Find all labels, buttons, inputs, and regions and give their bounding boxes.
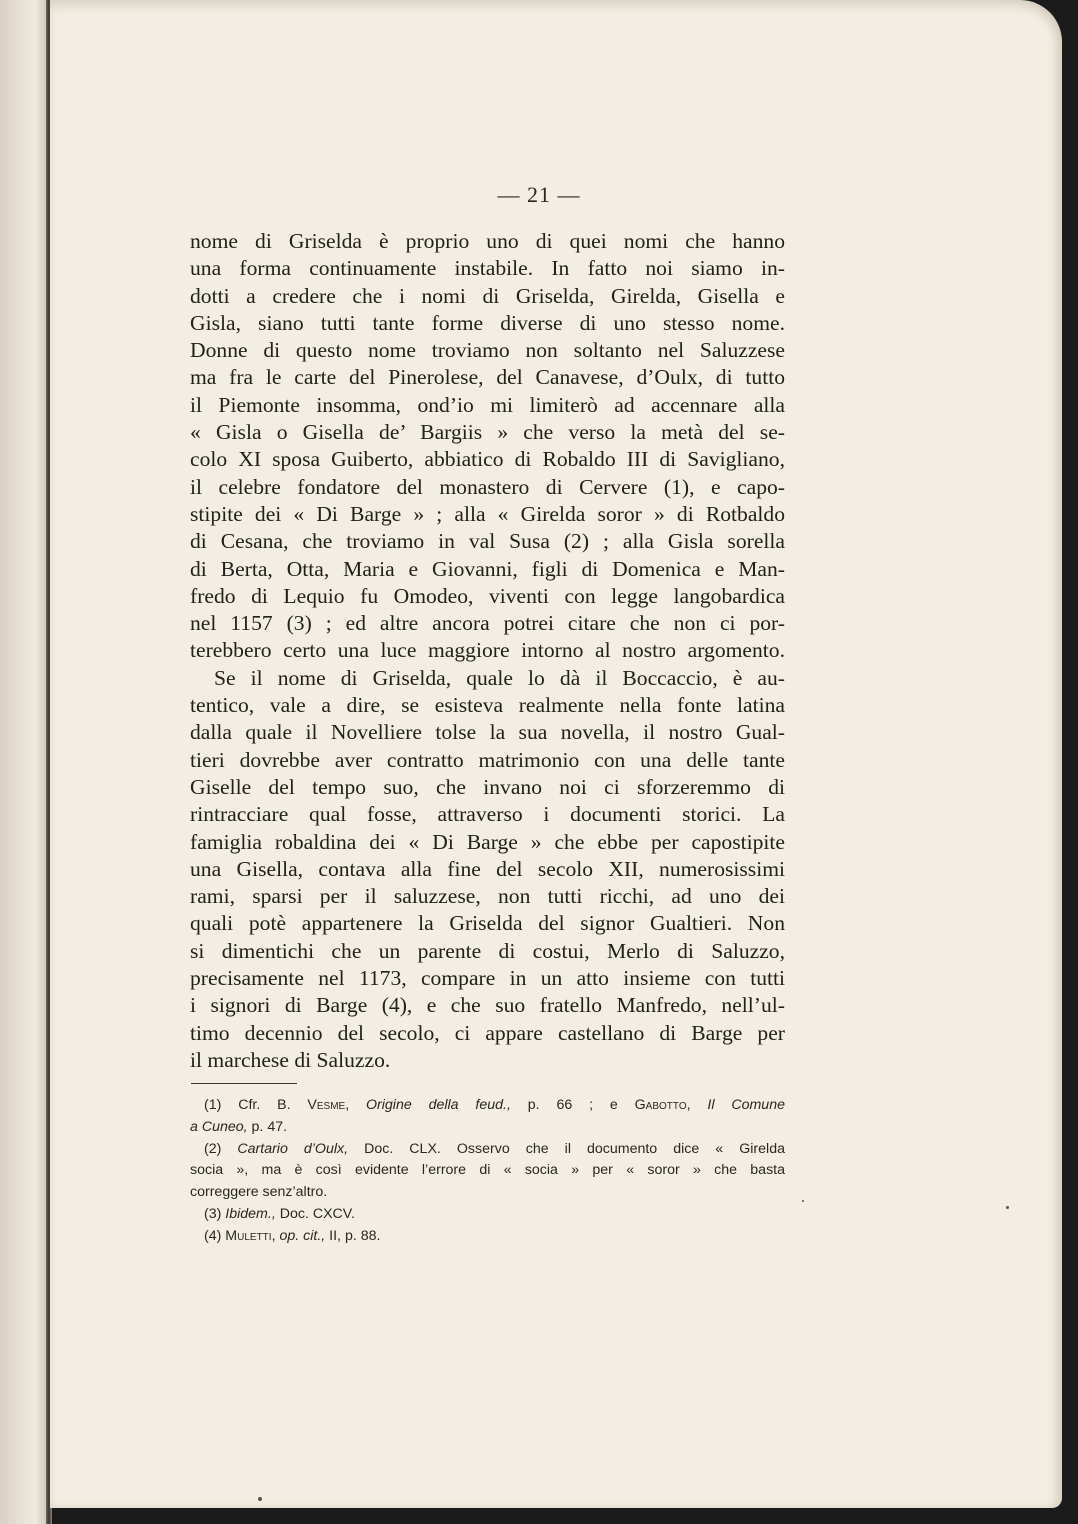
text-line: timo decennio del secolo, ci appare castellano di Barge per: [190, 1020, 785, 1045]
text-line: dotti a credere che i nomi di Griselda, Girelda, Gisella e: [190, 283, 785, 308]
text-line: il celebre fondatore del monastero di Cervere (1), e capo-: [190, 474, 785, 499]
paper-speck: [258, 1497, 262, 1501]
text-line: Se il nome di Griselda, quale lo dà il Boccaccio, è au-: [214, 665, 785, 690]
footnotes: [190, 1095, 785, 1248]
text-line: Gisla, siano tutti tante forme diverse di uno stesso nome.: [190, 310, 785, 335]
text-line: dalla quale il Novelliere tolse la sua novella, il nostro Gual-: [190, 720, 785, 745]
text-line: stipite dei « Di Barge » ; alla « Girelda soror » di Rotbaldo: [190, 501, 785, 526]
page-number: — 21 —: [497, 182, 581, 207]
text-line: terebbero certo una luce maggiore intorno al nostro argomento.: [190, 638, 785, 663]
previous-page-edge: [0, 0, 50, 1524]
text-line: i signori di Barge (4), e che suo fratello Manfredo, nell’ul-: [190, 993, 785, 1018]
body-text: [190, 228, 785, 1074]
text-line: di Berta, Otta, Maria e Giovanni, figli di Domenica e Man-: [190, 556, 785, 581]
footnote-1: (1) Cfr. B. Vesme, Origine della feud., p. 66 ; e Gabotto, Il Comune: [204, 1097, 785, 1113]
text-line: tieri dovrebbe aver contratto matrimonio con una delle tante: [190, 747, 785, 772]
footnote-number: (1): [204, 1097, 222, 1113]
text-line: il Piemonte insomma, ond’io mi limiterò ad accennare alla: [190, 392, 785, 417]
paper-speck: [1006, 1206, 1009, 1209]
footnote-2: (2) Cartario d’Oulx, Doc. CLX. Osservo che il documento dice « Girelda: [204, 1140, 785, 1157]
footnote-1-cont: a Cuneo, p. 47.: [190, 1118, 288, 1135]
text-line: colo XI sposa Guiberto, abbiatico di Robaldo III di Savigliano,: [190, 447, 785, 472]
text-line: nome di Griselda è proprio uno di quei nomi che hanno: [190, 229, 785, 253]
footnote-2-cont: correggere senz’altro.: [190, 1184, 328, 1201]
text-line: ma fra le carte del Pinerolese, del Canavese, d’Oulx, di tutto: [190, 365, 785, 390]
text-line: di Cesana, che troviamo in val Susa (2) ; alla Gisla sorella: [190, 529, 785, 554]
text-line: fredo di Lequio fu Omodeo, viventi con legge langobardica: [190, 583, 785, 608]
text-line: famiglia robaldina dei « Di Barge » che ebbe per capostipite: [190, 829, 785, 854]
text-line: una Gisella, contava alla fine del secolo XII, numerosissimi: [190, 856, 785, 881]
text-line: precisamente nel 1173, compare in un atto insieme con tutti: [190, 966, 785, 991]
footnote-separator: [191, 1083, 297, 1084]
text-line: nel 1157 (3) ; ed altre ancora potrei citare che non ci por-: [190, 611, 785, 636]
text-line: rami, sparsi per il saluzzese, non tutti ricchi, ad uno dei: [190, 884, 785, 909]
footnote-number: (2): [204, 1140, 222, 1157]
text-line: « Gisla o Gisella de’ Bargiis » che verso la metà del se-: [190, 420, 785, 445]
footnote-number: (3): [204, 1205, 222, 1222]
footnote-number: (4): [204, 1227, 222, 1244]
text-line: rintracciare qual fosse, attraverso i documenti storici. La: [190, 802, 785, 827]
text-line: il marchese di Saluzzo.: [190, 1047, 391, 1072]
footnote-4: (4) Muletti, op. cit., II, p. 88.: [204, 1227, 381, 1244]
text-line: si dimentichi che un parente di costui, Merlo di Saluzzo,: [190, 938, 785, 963]
text-line: una forma continuamente instabile. In fatto noi siamo in-: [190, 256, 785, 281]
footnote-3: (3) Ibidem., Doc. CXCV.: [204, 1205, 355, 1222]
text-line: Giselle del tempo suo, che invano noi ci sforzeremmo di: [190, 774, 785, 799]
footnote-2-cont: socia », ma è così evidente l’errore di « socia » per « soror » che basta: [190, 1162, 785, 1179]
text-line: Donne di questo nome troviamo non soltanto nel Saluzzese: [190, 338, 785, 363]
paper-speck: [802, 1200, 804, 1202]
text-line: tentico, vale a dire, se esisteva realmente nella fonte latina: [190, 693, 785, 718]
text-line: quali potè appartenere la Griselda del signor Gualtieri. Non: [190, 911, 785, 936]
